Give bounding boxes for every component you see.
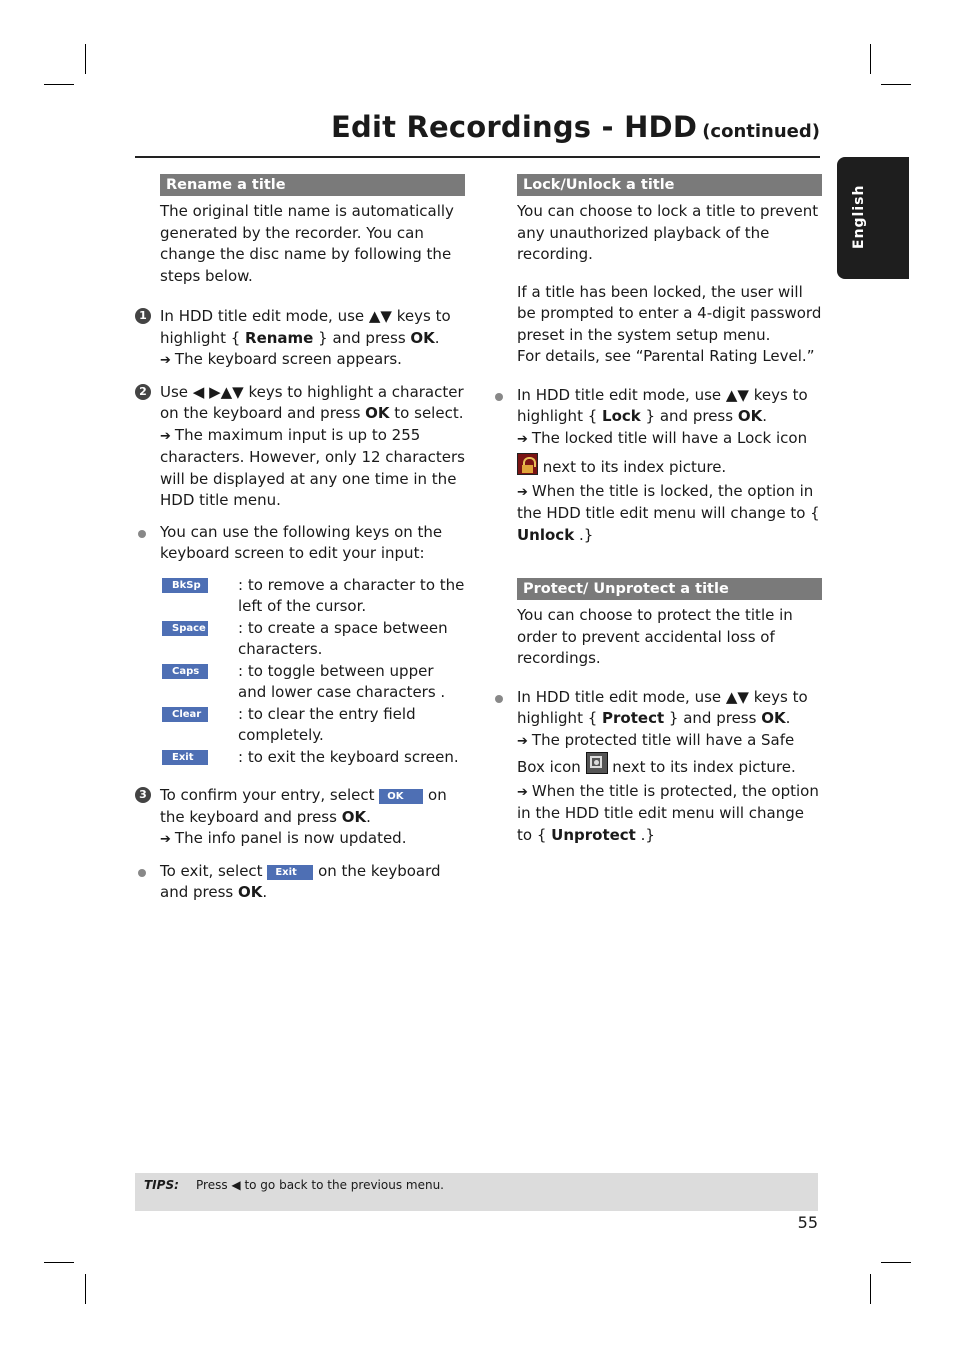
caps-key-chip: Caps	[162, 664, 208, 679]
language-tab-label: English	[851, 184, 867, 249]
safe-box-icon	[586, 752, 608, 774]
bullet-bold: OK	[737, 407, 763, 425]
bullet-bold: OK	[761, 709, 786, 727]
step-result	[160, 425, 465, 512]
crop-mark	[870, 1274, 871, 1304]
crop-mark	[881, 84, 911, 85]
arrow-right-icon: ➔	[517, 784, 528, 800]
rename-step-3	[135, 785, 465, 851]
bullet-result	[517, 781, 822, 847]
bullet-bold: Lock	[602, 407, 641, 425]
bullet-bold: Protect	[602, 709, 665, 727]
bullet-text: } and press	[640, 407, 738, 425]
key-row	[160, 747, 465, 769]
left-column	[135, 174, 465, 904]
step-text: In HDD title edit mode, use ▲▼ keys to highlight {	[160, 307, 451, 347]
step-number-1: 1	[135, 308, 151, 324]
result-text: When the title is locked, the option in the HDD title edit menu will change to {	[517, 481, 820, 522]
exit-key-chip: Exit	[267, 865, 313, 880]
result-text: The locked title will have a Lock icon	[531, 428, 808, 447]
space-key-chip: Space	[162, 621, 208, 636]
result-text: .}	[574, 525, 594, 544]
rename-exit-bullet	[135, 861, 465, 904]
crop-mark	[881, 1262, 911, 1263]
section-heading-lock: Lock/Unlock a title	[517, 174, 822, 196]
key-row	[160, 704, 465, 747]
result-text: The protected title will have a Safe Box icon	[517, 730, 795, 776]
rename-keys-bullet	[135, 522, 465, 565]
result-text: The keyboard screen appears.	[174, 350, 402, 368]
arrow-right-icon: ➔	[160, 428, 171, 444]
rename-step-1	[135, 306, 465, 372]
step-text: .	[366, 807, 371, 826]
tips-text: Press ◀ to go back to the previous menu.	[196, 1178, 444, 1192]
section-heading-rename: Rename a title	[160, 174, 465, 196]
bullet-result	[517, 730, 822, 779]
key-list	[135, 575, 465, 769]
bullet-bold: OK	[237, 883, 263, 901]
result-text: The info panel is now updated.	[174, 829, 407, 847]
lock-icon	[517, 453, 538, 475]
ok-key-chip: OK	[379, 789, 423, 804]
arrow-right-icon: ➔	[160, 353, 171, 368]
page-title	[135, 110, 820, 158]
key-description: : to exit the keyboard screen.	[238, 747, 459, 766]
crop-mark	[870, 44, 871, 74]
step-number-3: 3	[135, 787, 151, 803]
step-bold: OK	[365, 404, 390, 422]
step-text: on the keyboard and press	[160, 786, 447, 826]
arrow-right-icon: ➔	[517, 431, 528, 447]
result-text: .}	[635, 825, 655, 844]
exit-key-chip: Exit	[162, 750, 208, 765]
page-number: 55	[797, 1213, 818, 1232]
bullet-icon	[138, 869, 146, 877]
crop-mark	[44, 84, 74, 85]
section-heading-protect: Protect/ Unprotect a title	[517, 578, 822, 600]
title-continued: (continued)	[702, 121, 820, 142]
crop-mark	[44, 1262, 74, 1263]
clear-key-chip: Clear	[162, 707, 208, 722]
key-description: : to remove a character to the left of the cursor.	[238, 575, 465, 615]
step-number-2: 2	[135, 384, 151, 400]
bullet-text: To exit, select	[160, 861, 268, 880]
bullet-text: on the keyboard and press	[160, 861, 441, 901]
result-text: The maximum input is up to 255 characters. However, only 12 characters will be displayed at any one time in the HDD title menu.	[160, 425, 465, 509]
language-tab	[837, 157, 909, 279]
bullet-result	[517, 481, 822, 547]
right-column	[492, 174, 822, 846]
result-text: next to its index picture.	[538, 458, 727, 476]
tips-label: TIPS:	[144, 1178, 179, 1192]
bullet-text: You can use the following keys on the keyboard screen to edit your input:	[160, 522, 443, 562]
crop-mark	[85, 1274, 86, 1304]
bksp-key-chip: BkSp	[162, 578, 208, 593]
lock-intro-2: If a title has been locked, the user will be prompted to enter a 4-digit password preset in the system setup menu.	[517, 282, 822, 344]
title-main: Edit Recordings - HDD	[331, 110, 698, 144]
key-row	[160, 661, 465, 704]
result-bold: Unprotect	[551, 825, 636, 844]
bullet-icon	[495, 393, 503, 401]
key-description: : to toggle between upper and lower case characters .	[238, 661, 446, 701]
step-text: Use ◀ ▶▲▼ keys to highlight a character on the keyboard and press	[160, 382, 464, 422]
rename-intro: The original title name is automatically generated by the recorder. You can change the disc name by following the steps below.	[160, 202, 454, 285]
lock-bullet	[492, 385, 822, 547]
rename-step-2	[135, 382, 465, 512]
bullet-text: } and press	[664, 709, 762, 727]
key-row	[160, 618, 465, 661]
step-text: } and press	[313, 328, 411, 347]
bullet-text: In HDD title edit mode, use ▲▼ keys to highlight {	[517, 687, 808, 727]
key-row	[160, 575, 465, 618]
bullet-result	[517, 428, 822, 451]
tips-box	[135, 1173, 818, 1211]
bullet-result-cont	[517, 453, 822, 479]
step-text: .	[434, 328, 440, 347]
crop-mark	[85, 44, 86, 74]
lock-intro-3: For details, see “Parental Rating Level.”	[517, 347, 815, 365]
lock-intro-1: You can choose to lock a title to prevent any unauthorized playback of the recording.	[517, 202, 819, 263]
step-text: to select.	[389, 404, 464, 422]
step-text: To confirm your entry, select	[160, 786, 380, 804]
protect-intro: You can choose to protect the title in order to prevent accidental loss of recordings.	[517, 606, 793, 667]
protect-bullet	[492, 687, 822, 847]
key-description: : to clear the entry field completely.	[238, 704, 416, 744]
step-bold: OK	[341, 807, 367, 826]
arrow-right-icon: ➔	[517, 733, 528, 749]
result-text: next to its index picture.	[607, 758, 796, 776]
arrow-right-icon: ➔	[517, 484, 528, 500]
arrow-right-icon: ➔	[160, 832, 171, 847]
key-description: : to create a space between characters.	[238, 618, 448, 658]
result-text: When the title is protected, the option in the HDD title edit menu will change to {	[517, 781, 819, 844]
step-result	[160, 828, 465, 851]
bullet-icon	[495, 695, 503, 703]
result-bold: Unlock	[517, 525, 575, 544]
step-bold: OK	[410, 328, 435, 347]
bullet-icon	[138, 530, 146, 538]
bullet-text: .	[262, 883, 268, 901]
step-result	[160, 349, 465, 372]
bullet-text: In HDD title edit mode, use ▲▼ keys to highlight {	[517, 385, 808, 425]
bullet-text: .	[785, 709, 791, 727]
bullet-text: .	[762, 407, 767, 425]
step-bold: Rename	[245, 328, 314, 347]
